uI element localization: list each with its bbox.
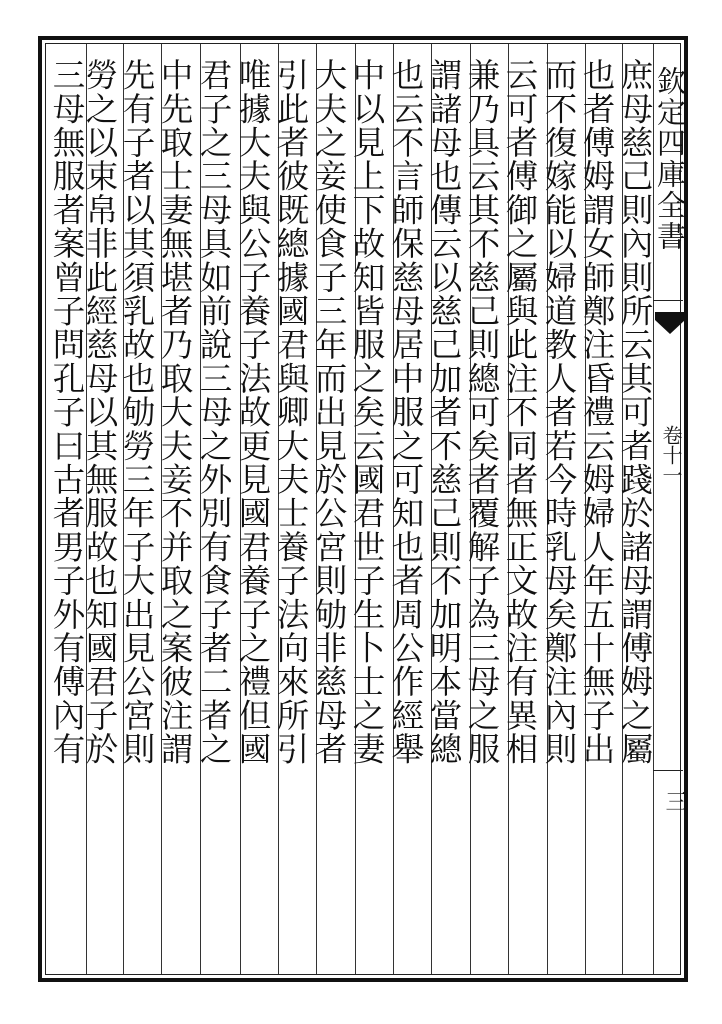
text-column: 三母無服者案曾子問孔子曰古者男子外有傅內有: [48, 58, 86, 766]
fish-tail-mark: [655, 306, 685, 346]
text-column: 勞之以束帛非此經慈母以其無服故也知國君子於: [81, 58, 119, 766]
book-title: 欽定四庫全書: [653, 66, 687, 252]
margin-divider: [653, 770, 683, 771]
text-column: 也云不言師保慈母居中服之可知也者周公作經舉: [387, 58, 425, 766]
margin-divider: [653, 300, 683, 301]
text-column: 先有子者以其須乳故也劬勞三年子大出見公宮則: [118, 58, 156, 766]
text-column: 謂諸母也傳云以慈己加者不慈己則不加明本當總: [425, 58, 463, 766]
text-column: 而不復嫁能以婦道教人者若今時乳母矣鄭注內則: [540, 58, 578, 766]
text-column: 中先取士妻無堪者乃取大夫妾不并取之案彼注謂: [156, 58, 194, 766]
text-column: 也者傅姆謂女師鄭注昏禮云姆婦人年五十無子出: [578, 58, 616, 766]
text-column: 引此者彼既總據國君與卿大夫士養子法向來所引: [272, 58, 310, 766]
page-number: 三: [662, 790, 687, 812]
volume-label: 卷十一: [659, 425, 683, 485]
text-column: 中以見上下故知皆服之矣云國君世子生卜士之妻: [348, 58, 386, 766]
text-column: 大夫之妾使食子三年而出見於公宮則劬非慈母者: [310, 58, 348, 766]
text-column: 庶母慈己則內則所云其可者踐於諸母謂傅姆之屬: [616, 58, 654, 766]
text-column: 云可者傅御之屬與此注不同者無正文故注有異相: [501, 58, 539, 766]
text-column: 兼乃具云其不慈己則總可矣者覆解子為三母之服: [463, 58, 501, 766]
text-column: 君子之三母具如前說三母之外別有食子者二者之: [195, 58, 233, 766]
text-column: 唯據大夫與公子養子法故更見國君養子之禮但國: [234, 58, 272, 766]
